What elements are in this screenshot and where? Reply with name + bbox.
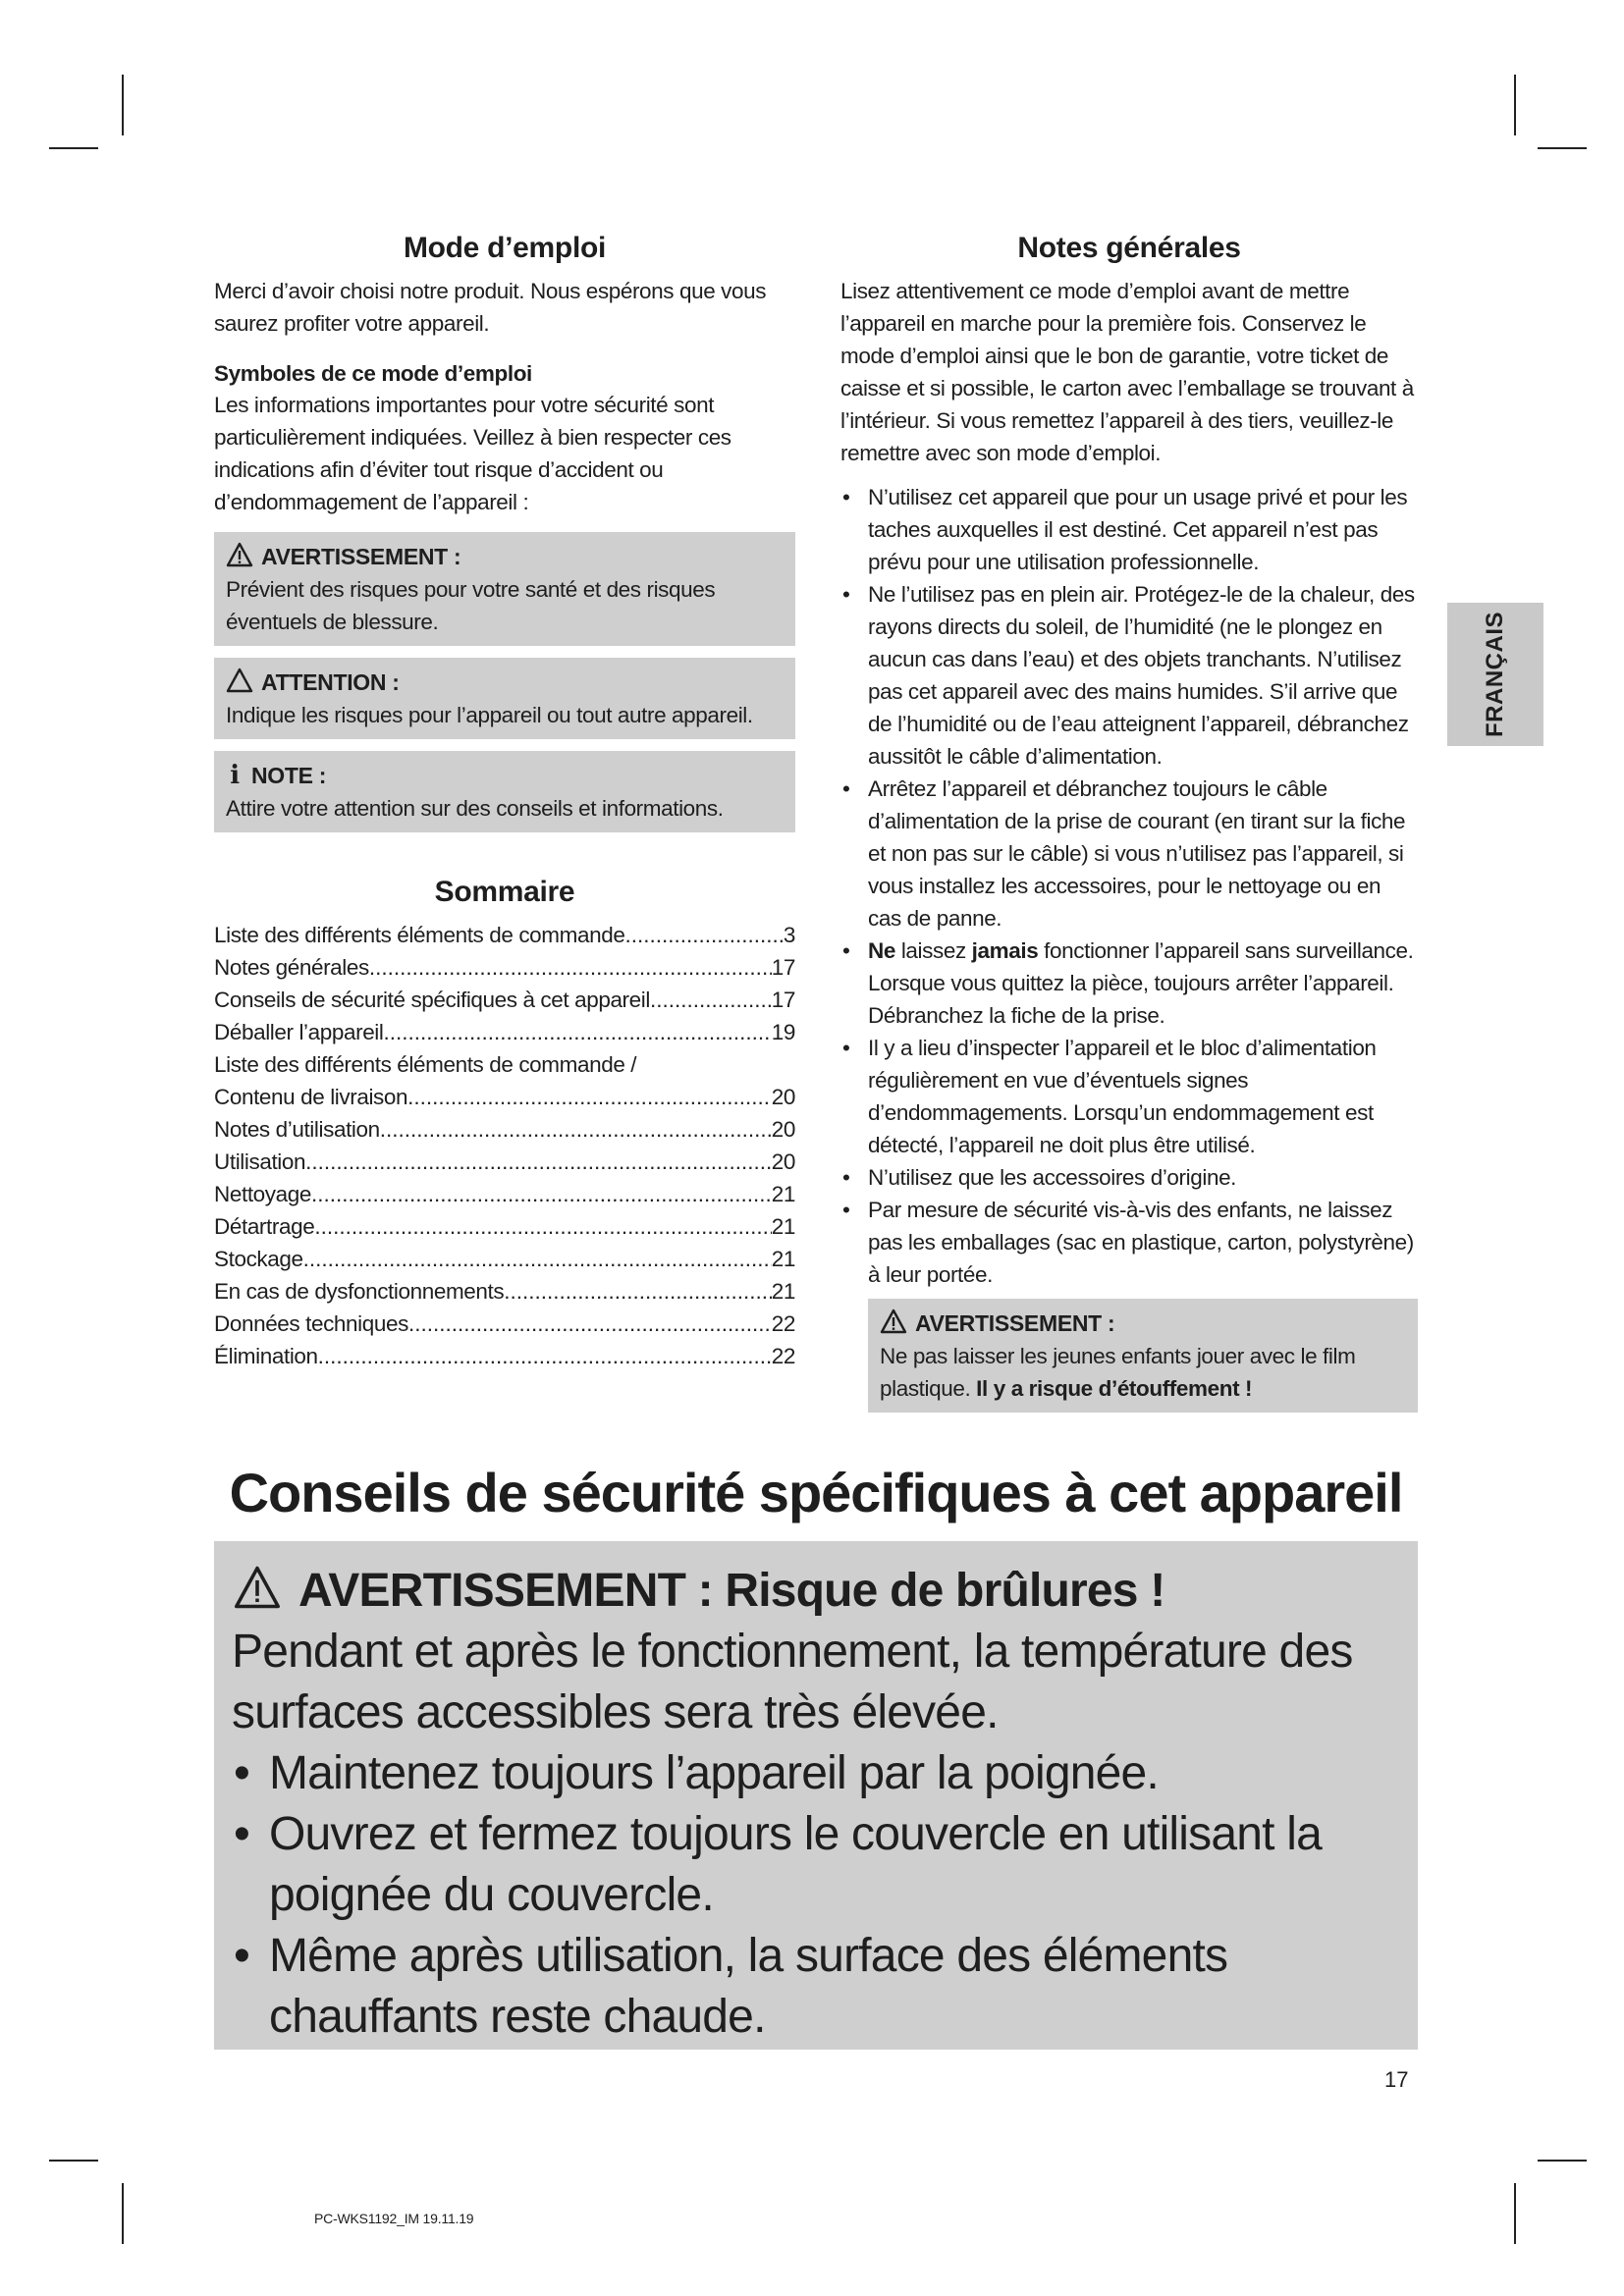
child-warning-title-text: AVERTISSEMENT : (915, 1310, 1115, 1336)
list-item: • Arrêtez l’appareil et débranchez toujours le câble d’alimentation de la prise de courant (en tirant sur la fiche et non pas sur le câble) si vous n’utilisez pas l’appareil, si vous installez les accessoires, pour le nettoyage ou en cas de panne. (840, 773, 1418, 934)
safety-title: Conseils de sécurité spécifiques à cet appareil (229, 1462, 1403, 1523)
list-item: • Ne laissez jamais fonctionner l’appareil sans surveillance. Lorsque vous quittez la pièce, toujours arrêter l’appareil. Débranchez la fiche de la prise. (840, 934, 1418, 1032)
toc-item[interactable]: Liste des différents éléments de commande ..... 3 (214, 919, 795, 951)
toc-item[interactable]: Liste des différents éléments de commande / (214, 1052, 637, 1077)
attention-triangle-icon (226, 667, 253, 693)
mode-emploi-intro: Merci d’avoir choisi notre produit. Nous espérons que vous saurez profiter votre appareil. (214, 279, 767, 336)
left-column (214, 232, 795, 1372)
crop-mark-bottom-right-vertical (1514, 2183, 1516, 2244)
list-item: • Ne l’utilisez pas en plein air. Protégez-le de la chaleur, des rayons directs du soleil, de l’humidité (ne le plongez en aucun cas dans l’eau) et des objets tranchants. N’utilisez pas cet appareil avec des mains humides. S’il arrive que de l’humidité ou de l’eau atteignent l’appareil, débranchez aussitôt le câble d’alimentation. (840, 578, 1418, 773)
crop-mark-top-left-horizontal (49, 147, 98, 149)
warning-box-title-text: AVERTISSEMENT : (261, 544, 461, 569)
warning-box-text: Prévient des risques pour votre santé et des risques éventuels de blessure. (226, 577, 716, 634)
child-warning-text: Ne pas laisser les jeunes enfants jouer avec le film plastique. Il y a risque d’étouffement ! (880, 1344, 1356, 1401)
list-item: • N’utilisez cet appareil que pour un usage privé et pour les taches auxquelles il est destiné. Cet appareil n’est pas prévu pour une utilisation professionnelle. (840, 481, 1418, 578)
toc-item[interactable]: Élimination ..... 22 (214, 1340, 795, 1372)
crop-mark-bottom-right-horizontal (1538, 2160, 1587, 2162)
attention-box-title (226, 666, 784, 699)
toc-item[interactable]: Contenu de livraison ..... 20 (214, 1081, 795, 1113)
symbols-heading: Symboles de ce mode d’emploi (214, 361, 532, 386)
toc-item[interactable]: Notes d’utilisation ..... 20 (214, 1113, 795, 1146)
burn-warning-list (232, 1743, 1400, 2048)
page-number: 17 (1384, 2067, 1409, 2092)
footer-document-id: PC-WKS1192_IM 19.11.19 (314, 2211, 474, 2226)
toc-item[interactable]: Stockage ..... 21 (214, 1243, 795, 1275)
attention-box-title-text: ATTENTION : (261, 669, 400, 695)
toc-item[interactable]: En cas de dysfonctionnements ..... 21 (214, 1275, 795, 1308)
notes-generales-title: Notes générales (1017, 232, 1241, 264)
toc-item[interactable]: Conseils de sécurité spécifiques à cet appareil ..... 17 (214, 984, 795, 1016)
burn-warning-title (232, 1561, 1400, 1622)
crop-mark-bottom-left-horizontal (49, 2160, 98, 2162)
note-box-text: Attire votre attention sur des conseils et informations. (226, 796, 724, 821)
list-item: • Ouvrez et fermez toujours le couvercle en utilisant la poignée du couvercle. (232, 1804, 1400, 1926)
list-item: • N’utilisez que les accessoires d’origine. (840, 1161, 1418, 1194)
list-item: • Par mesure de sécurité vis-à-vis des enfants, ne laissez pas les emballages (sac en plastique, carton, polystyrène) à leur portée. (840, 1194, 1418, 1291)
list-item: • Même après utilisation, la surface des éléments chauffants reste chaude. (232, 1926, 1400, 2048)
toc-item[interactable]: Nettoyage ..... 21 (214, 1178, 795, 1210)
toc-item[interactable]: Utilisation ..... 20 (214, 1146, 795, 1178)
crop-mark-top-right-horizontal (1538, 147, 1587, 149)
attention-box (214, 658, 795, 739)
toc-item[interactable]: Déballer l’appareil ..... 19 (214, 1016, 795, 1048)
crop-mark-bottom-left-vertical (122, 2183, 124, 2244)
warning-box-title (226, 540, 784, 573)
list-item: • Il y a lieu d’inspecter l’appareil et le bloc d’alimentation régulièrement en vue d’éventuels signes d’endommagements. Lorsqu’un endommagement est détecté, l’appareil ne doit plus être utilisé. (840, 1032, 1418, 1161)
language-tab (1447, 603, 1543, 746)
mode-emploi-title: Mode d’emploi (403, 232, 607, 264)
burn-warning-text: Pendant et après le fonctionnement, la température des surfaces accessibles sera très élevée. (232, 1626, 1353, 1738)
crop-mark-top-right-vertical (1514, 75, 1516, 135)
child-warning-box (868, 1299, 1418, 1413)
table-of-contents (214, 919, 795, 1372)
child-warning-title (880, 1307, 1406, 1340)
note-box-title (226, 759, 784, 792)
info-icon: i (230, 761, 240, 790)
toc-item[interactable]: Données techniques ..... 22 (214, 1308, 795, 1340)
warning-triangle-icon (232, 1565, 283, 1610)
toc-item[interactable]: Détartrage ..... 21 (214, 1210, 795, 1243)
notes-generales-list (840, 481, 1418, 1291)
burn-warning-title-text: AVERTISSEMENT : Risque de brûlures ! (298, 1565, 1165, 1617)
warning-box (214, 532, 795, 646)
note-box-title-text: NOTE : (251, 763, 327, 788)
attention-box-text: Indique les risques pour l’appareil ou tout autre appareil. (226, 703, 753, 727)
warning-triangle-icon (226, 542, 253, 567)
notes-generales-intro: Lisez attentivement ce mode d’emploi avant de mettre l’appareil en marche pour la première fois. Conservez le mode d’emploi ainsi que le bon de garantie, votre ticket de caisse et si possible, le carton avec l’emballage se trouvant à l’intérieur. Si vous remettez l’appareil à des tiers, veuillez-le remettre avec son mode d’emploi. (840, 279, 1414, 465)
toc-item[interactable]: Notes générales ..... 17 (214, 951, 795, 984)
note-box (214, 751, 795, 832)
sommaire-title: Sommaire (434, 876, 575, 908)
crop-mark-top-left-vertical (122, 75, 124, 135)
right-column (840, 232, 1418, 1424)
symbols-text: Les informations importantes pour votre sécurité sont particulièrement indiquées. Veillez à bien respecter ces indications afin d’éviter tout risque d’accident ou d’endommagement de l’appareil : (214, 393, 731, 514)
warning-triangle-icon (880, 1308, 907, 1334)
list-item: • Maintenez toujours l’appareil par la poignée. (232, 1743, 1400, 1804)
burn-warning-box (214, 1541, 1418, 2050)
language-tab-label: FRANÇAIS (1482, 612, 1508, 737)
